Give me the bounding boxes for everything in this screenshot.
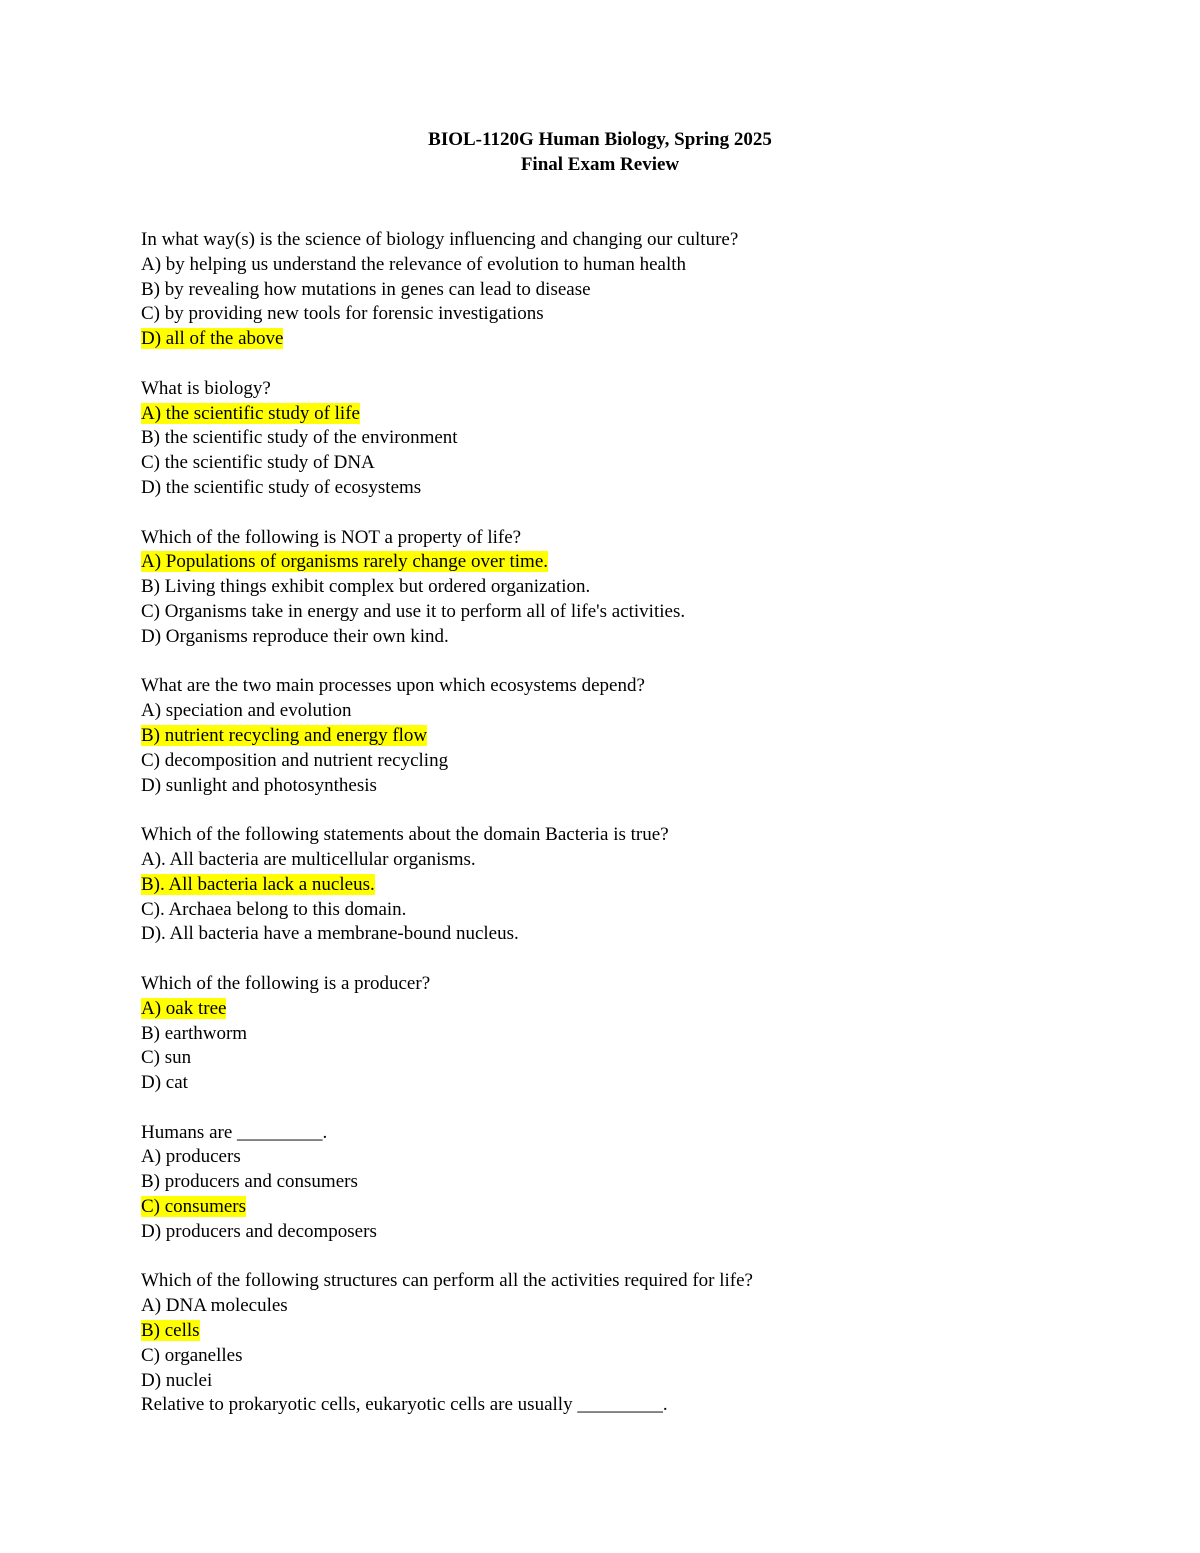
document-title: BIOL-1120G Human Biology, Spring 2025 <box>428 129 772 150</box>
answer-option: A) producers <box>141 1146 241 1168</box>
answer-option: D) Organisms reproduce their own kind. <box>141 625 449 647</box>
answer-option: A) speciation and evolution <box>141 700 352 722</box>
answer-option: D) sunlight and photosynthesis <box>141 774 377 796</box>
answer-option: D) producers and decomposers <box>141 1220 377 1242</box>
answer-option: B) the scientific study of the environment <box>141 427 458 449</box>
answer-option: C) by providing new tools for forensic investigations <box>141 303 544 325</box>
highlighted-answer-option: A) the scientific study of life <box>141 402 360 424</box>
question-prompt: What are the two main processes upon which ecosystems depend? <box>141 675 645 697</box>
highlighted-answer-option: B) nutrient recycling and energy flow <box>141 724 428 746</box>
highlighted-answer-option: B). All bacteria lack a nucleus. <box>141 873 375 895</box>
answer-option: D). All bacteria have a membrane-bound nucleus. <box>141 923 519 945</box>
question-prompt: Which of the following is a producer? <box>141 972 431 994</box>
question-prompt: In what way(s) is the science of biology influencing and changing our culture? <box>141 229 739 250</box>
question-prompt: Which of the following statements about the domain Bacteria is true? <box>141 824 669 846</box>
answer-option: B) producers and consumers <box>141 1171 358 1193</box>
answer-option: C) the scientific study of DNA <box>141 452 375 474</box>
highlighted-answer-option: A) oak tree <box>141 997 227 1019</box>
highlighted-answer-option: D) all of the above <box>141 328 284 350</box>
question-block <box>141 526 1101 650</box>
answer-option: C). Archaea belong to this domain. <box>141 898 407 920</box>
answer-option: C) sun <box>141 1047 192 1069</box>
answer-option: C) decomposition and nutrient recycling <box>141 749 449 771</box>
highlighted-answer-option: A) Populations of organisms rarely change over time. <box>141 551 548 573</box>
question-prompt: Which of the following is NOT a property of life? <box>141 526 522 548</box>
answer-option: B) by revealing how mutations in genes can lead to disease <box>141 278 591 300</box>
question-block <box>141 1269 1101 1393</box>
question-block <box>141 228 1101 352</box>
question-block <box>141 823 1101 947</box>
question-block <box>141 674 1101 798</box>
highlighted-answer-option: C) consumers <box>141 1196 247 1218</box>
question-prompt: What is biology? <box>141 377 271 399</box>
question-list <box>141 228 1101 1418</box>
question-block <box>141 1393 1101 1418</box>
answer-option: A) DNA molecules <box>141 1295 288 1317</box>
answer-option: C) Organisms take in energy and use it to perform all of life's activities. <box>141 600 686 622</box>
answer-option: B) Living things exhibit complex but ordered organization. <box>141 576 591 598</box>
highlighted-answer-option: B) cells <box>141 1320 200 1342</box>
answer-option: D) the scientific study of ecosystems <box>141 476 422 498</box>
answer-option: B) earthworm <box>141 1022 248 1044</box>
answer-option: C) organelles <box>141 1344 243 1366</box>
question-block <box>141 377 1101 501</box>
document-header <box>0 127 1200 177</box>
question-prompt: Humans are _________. <box>141 1121 328 1143</box>
answer-option: A). All bacteria are multicellular organisms. <box>141 848 476 870</box>
question-block <box>141 972 1101 1096</box>
answer-option: A) by helping us understand the relevance of evolution to human health <box>141 253 687 275</box>
question-prompt: Which of the following structures can perform all the activities required for life? <box>141 1270 753 1292</box>
question-prompt: Relative to prokaryotic cells, eukaryotic cells are usually _________. <box>141 1394 668 1416</box>
document-subtitle: Final Exam Review <box>520 154 680 175</box>
question-block <box>141 1121 1101 1245</box>
answer-option: D) cat <box>141 1072 188 1094</box>
answer-option: D) nuclei <box>141 1369 213 1391</box>
